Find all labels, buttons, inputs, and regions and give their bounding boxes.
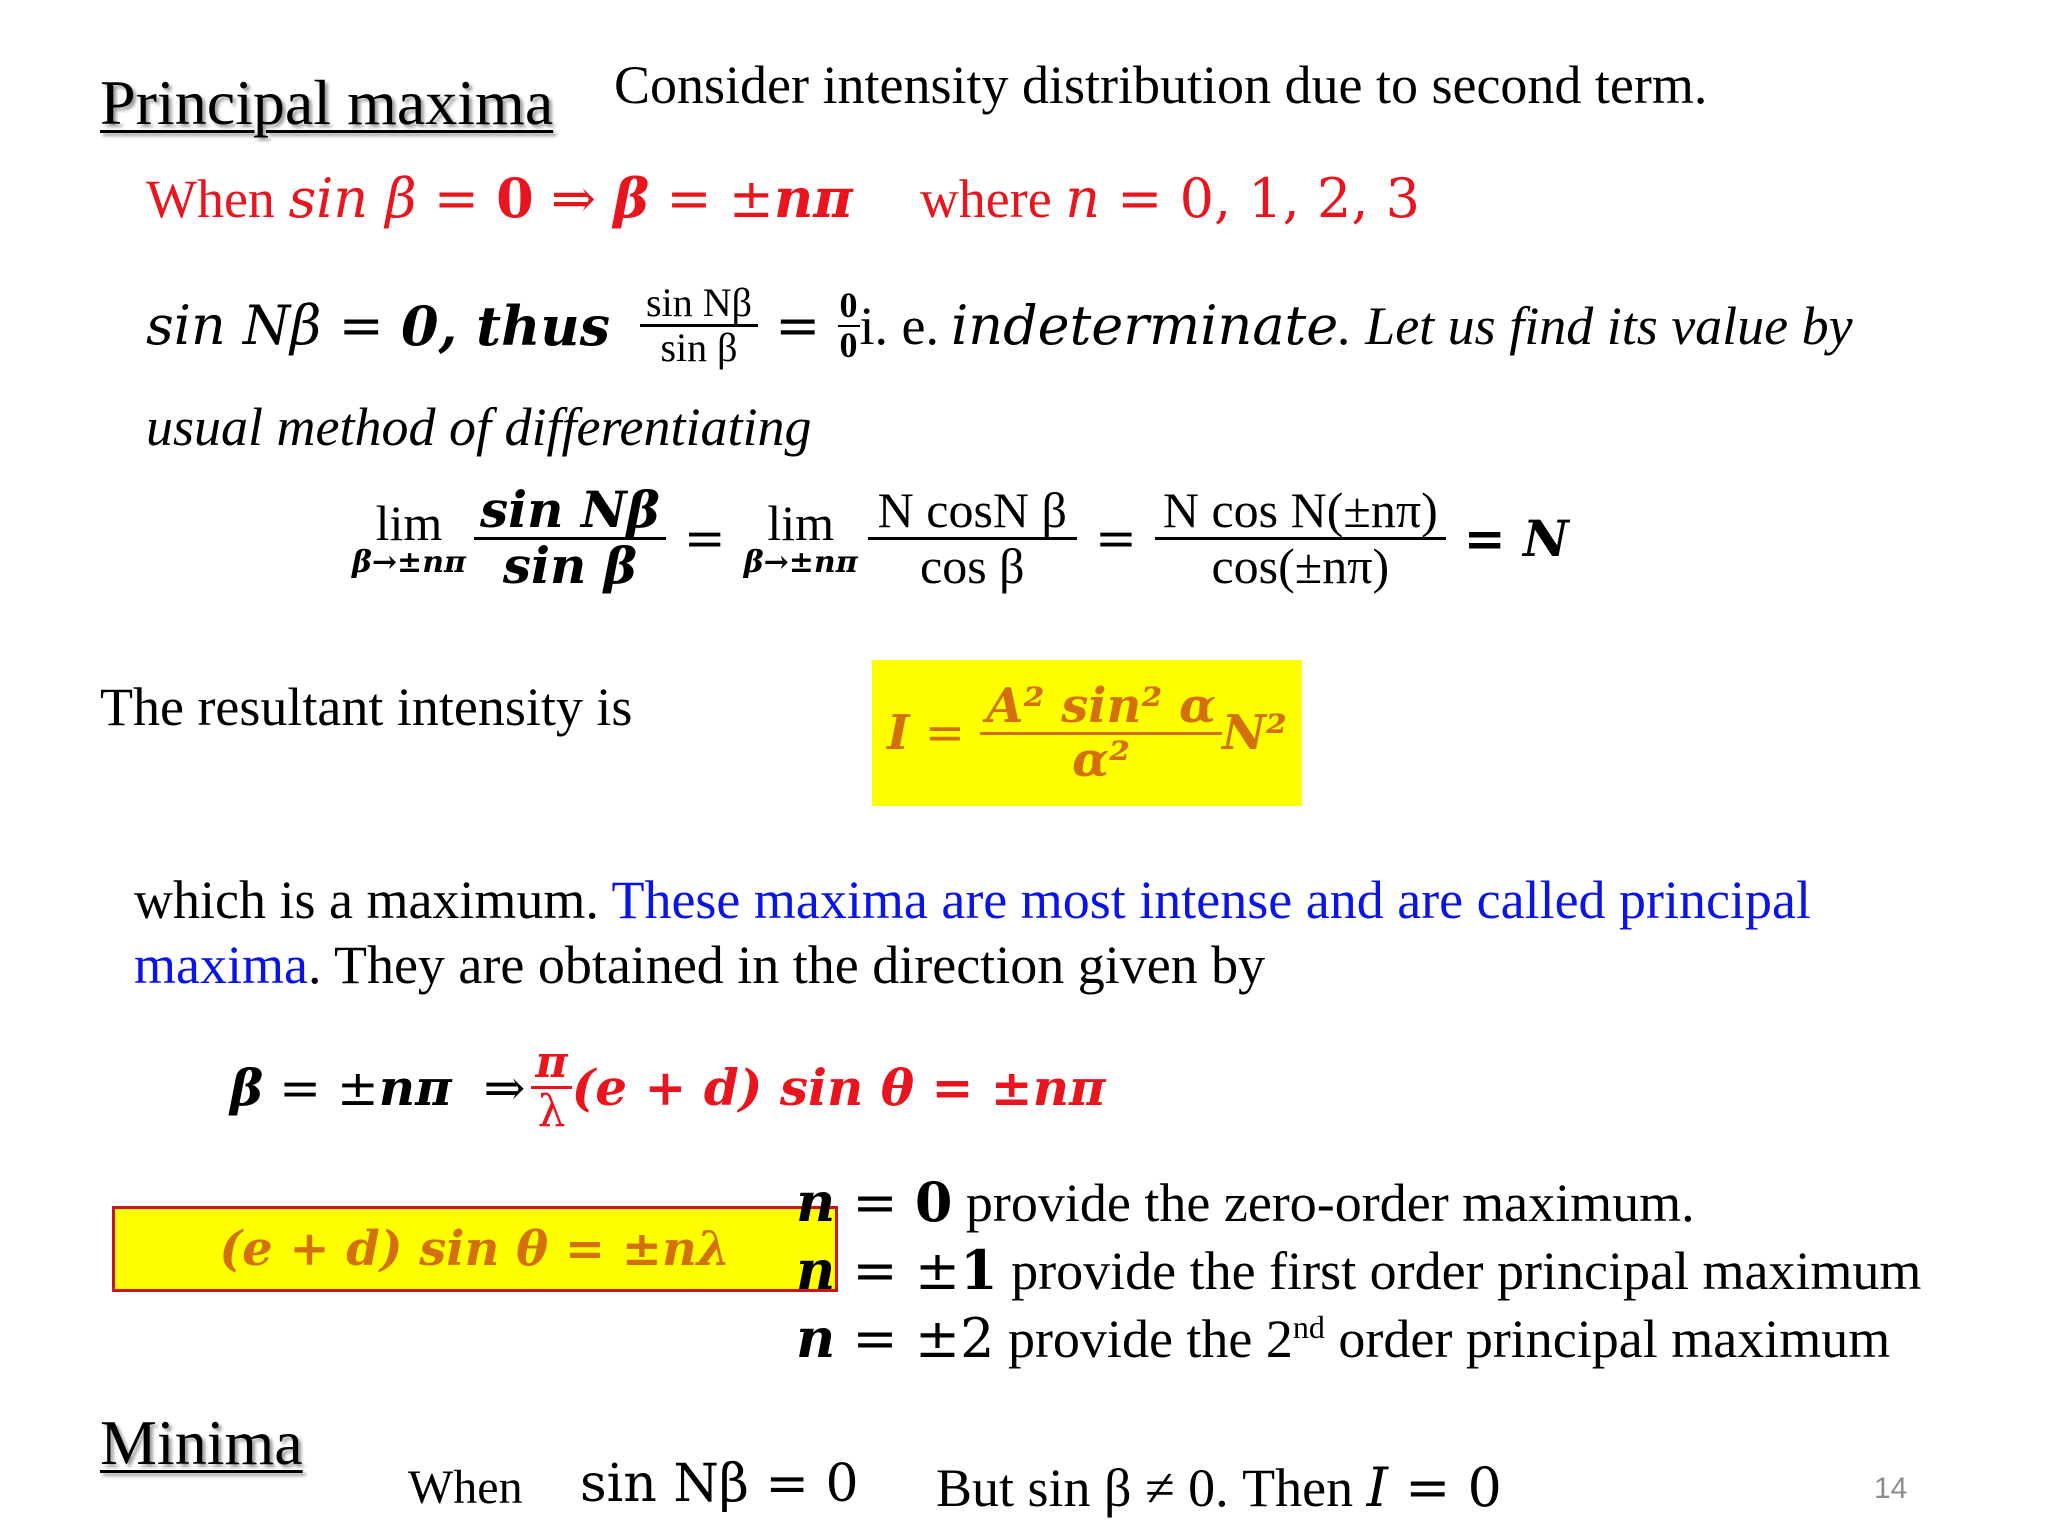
intensity-formula-box [872, 660, 1302, 806]
ratio-numerator: sin Nβ [640, 282, 758, 327]
minima-intensity: I [1366, 1456, 1388, 1519]
n-values: = 0, 1, 2, 3 [1100, 167, 1421, 230]
maxima-paragraph [134, 866, 2002, 934]
zero-value: 0 [496, 166, 534, 230]
paragraph-black-1: which is a maximum. [134, 870, 612, 930]
condition-line [146, 166, 1420, 230]
grating-equation-box [112, 1206, 838, 1292]
minima-when: When [408, 1461, 523, 1514]
limit-fraction-1-numerator [474, 480, 666, 540]
equals-sign-2: = [1094, 509, 1137, 567]
direction-rest: (e + d) sin θ = ±nπ [571, 1058, 1106, 1118]
paragraph-black-2: . They are obtained in the direction given by [307, 935, 1266, 995]
ratio-denominator: sin β [660, 325, 738, 370]
minima-zero: = 0 [1387, 1456, 1502, 1519]
intro-text: Consider intensity distribution due to second term. [614, 55, 1708, 115]
intensity-symbol: I [887, 705, 910, 761]
principal-maxima-heading: Principal maxima [100, 67, 554, 138]
equals-sign: = [683, 509, 726, 567]
lim-subscript: β→±nπ [352, 545, 466, 580]
lim-text-2: lim [767, 495, 835, 551]
grating-equation: (e + d) sin θ = ±nλ [219, 1221, 731, 1277]
limit-operator-1 [352, 495, 466, 580]
beta-symbol: β [385, 167, 417, 230]
order-eq: = ± [835, 1239, 961, 1302]
order-n: n [796, 1306, 836, 1370]
limit-fraction-1 [474, 480, 666, 595]
minima-result-line [936, 1456, 1502, 1519]
plus-minus-equals: = ± [263, 1058, 379, 1117]
pi-numerator: π [531, 1040, 571, 1089]
ie-text: i. e. [859, 295, 940, 356]
n-pi-value: nπ [774, 166, 853, 230]
sin-beta-bold: sin β [502, 535, 637, 595]
resultant-label: The resultant intensity is [100, 677, 633, 737]
limit-equation [352, 480, 1569, 595]
order-text: provide the first order principal maximum [997, 1241, 1922, 1301]
direction-n-pi: nπ [378, 1058, 452, 1118]
lambda-denominator: λ [537, 1086, 566, 1138]
minima-condition: sin Nβ = 0 [580, 1454, 859, 1514]
zero-numerator: 0 [839, 284, 858, 325]
order-value: 0 [914, 1170, 953, 1234]
bold-beta-symbol: β [613, 166, 650, 230]
differentiating-text: usual method of differentiating [146, 397, 812, 457]
sin-n-beta-bold: sin Nβ [479, 480, 660, 539]
page-number: 14 [1874, 1472, 1908, 1505]
direction-beta: β [230, 1058, 264, 1118]
limit-fraction-2 [868, 484, 1077, 592]
order-text: provide the zero-order maximum. [952, 1173, 1695, 1233]
paragraph-blue-1: These maxima are most intense and are called principal [611, 870, 1811, 930]
limit-fraction-3 [1155, 484, 1446, 592]
order-eq: = [835, 1171, 915, 1234]
equals-sign: = [909, 705, 981, 761]
intensity-numerator: A² sin² α [980, 681, 1222, 734]
lim-subscript-2: β→±nπ [743, 545, 858, 580]
sin-n-beta: sin Nβ [146, 294, 322, 357]
implies-sign: ⇒ [451, 1058, 526, 1117]
indeterminate-line [146, 282, 1853, 369]
order-zero-line [796, 1170, 1695, 1234]
where-text: where [919, 169, 1066, 229]
limit-fraction-1-denominator [474, 535, 666, 595]
paragraph-blue-2: maxima [134, 935, 308, 995]
order-value: 1 [960, 1238, 998, 1302]
limit-fraction-2-denominator: cos β [920, 537, 1025, 594]
plus-minus-equals: = ± [649, 167, 775, 230]
zero-denominator: 0 [839, 324, 858, 365]
limit-operator-2 [743, 495, 858, 580]
limit-fraction-3-denominator: cos(±nπ) [1211, 537, 1390, 594]
equals-sign: = [321, 294, 401, 357]
intensity-denominator: α² [1072, 731, 1131, 788]
find-value-text: . Let us find its value by [1338, 295, 1853, 356]
ratio-fraction [640, 282, 758, 369]
order-two-line [796, 1306, 1890, 1370]
limit-result: = N [1463, 508, 1569, 568]
when-text: When [146, 169, 289, 229]
n-variable: n [1065, 167, 1101, 230]
indeterminate-word: indeterminate [951, 294, 1339, 357]
sin-text: sin [288, 167, 386, 230]
equals-sign-2: = [757, 294, 838, 357]
order-text: provide the 2 [994, 1309, 1293, 1369]
order-superscript: nd [1292, 1309, 1325, 1345]
intensity-fraction [980, 678, 1222, 788]
limit-fraction-2-numerator: N cosN β [868, 484, 1077, 540]
n-squared: N² [1222, 705, 1287, 761]
minima-but: But sin β ≠ 0. Then [936, 1458, 1367, 1518]
order-text-2: order principal maximum [1324, 1309, 1891, 1369]
zero-over-zero [838, 284, 860, 365]
implies-sign: ⇒ [533, 167, 614, 230]
maxima-paragraph-line-2 [134, 934, 1265, 996]
minima-heading: Minima [100, 1407, 303, 1478]
limit-fraction-3-numerator: N cos N(±nπ) [1155, 484, 1446, 540]
order-n: n [796, 1170, 836, 1234]
pi-over-lambda [531, 1037, 571, 1138]
direction-equation [230, 1037, 1106, 1138]
order-one-line [796, 1238, 1921, 1302]
lim-text: lim [375, 495, 443, 551]
order-n: n [796, 1238, 836, 1302]
zero-thus: 0, thus [400, 293, 611, 358]
equals-sign: = [416, 167, 497, 230]
order-eq: = ± [835, 1307, 961, 1370]
order-value: 2 [960, 1307, 995, 1370]
